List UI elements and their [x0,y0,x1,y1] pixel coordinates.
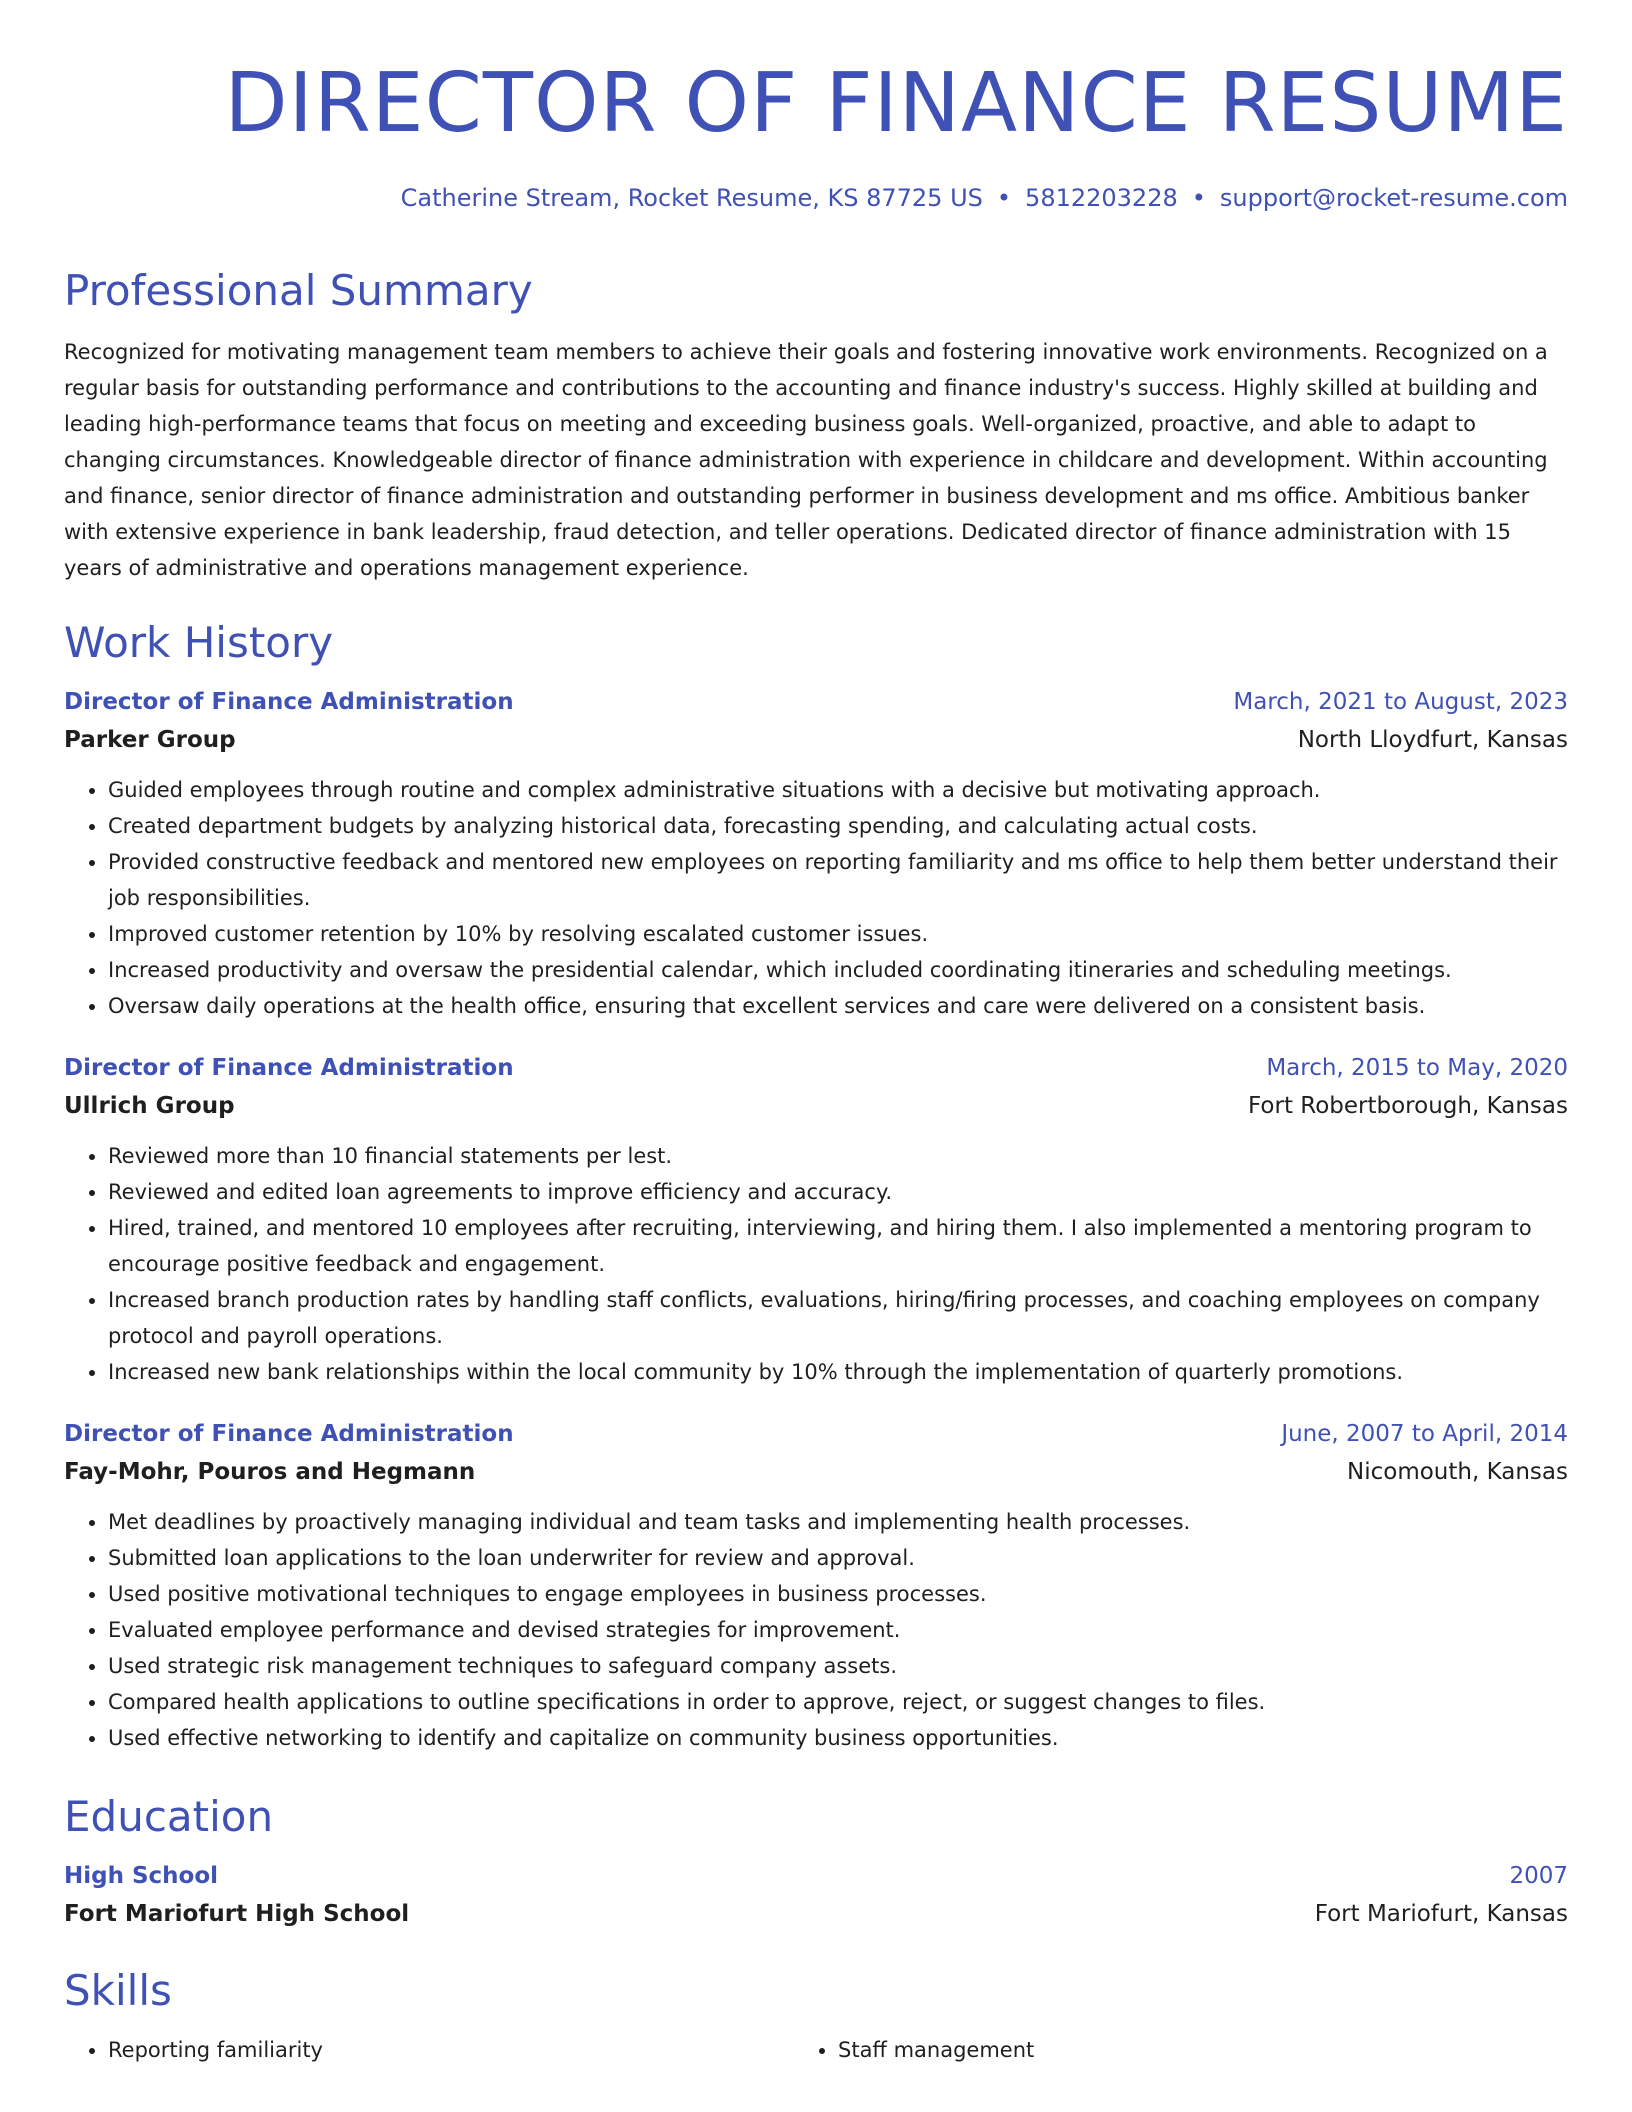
job-bullet: • Compared health applications to outline specifications in order to approve, reject, or suggest changes to files. [108,1684,1568,1720]
contact-email[interactable]: support@rocket-resume.com [1219,184,1568,212]
contact-separator: • [1191,184,1206,212]
contact-separator: • [996,184,1012,212]
job-company: Ullrich Group [64,1093,235,1119]
job-dates: June, 2007 to April, 2014 [1281,1421,1568,1447]
job-title: Director of Finance Administration [64,1421,514,1447]
education-school: Fort Mariofurt High School [64,1901,410,1927]
job-company: Parker Group [64,727,236,753]
job-dates: March, 2021 to August, 2023 [1233,689,1568,715]
job-entry [64,1416,1568,1756]
education-entry [64,1858,1568,1934]
skill-item: • Staff management [838,2032,1568,2068]
job-bullet-list [64,1504,1568,1756]
job-bullet: • Increased productivity and oversaw the presidential calendar, which included coordinating itineraries and scheduling meetings. [108,952,1568,988]
job-bullet: • Reviewed and edited loan agreements to improve efficiency and accuracy. [108,1174,1568,1210]
summary-text: Recognized for motivating management team members to achieve their goals and fostering innovative work environments. Recognized on a regular basis for outstanding performance and contributions to the accounting and finance industry's success. Highly skilled at building and leading high-performance teams that focus on meeting and exceeding business goals. Well-organized, proactive, and able to adapt to changing circumstances. Knowledgeable director of finance administration with experience in childcare and development. Within accounting and finance, senior director of finance administration and outstanding performer in business development and ms office. Ambitious banker with extensive experience in bank leadership, fraud detection, and teller operations. Dedicated director of finance administration with 15 years of administrative and operations management experience. [64,340,1548,580]
job-dates: March, 2015 to May, 2020 [1266,1055,1568,1081]
job-title: Director of Finance Administration [64,689,514,715]
section-heading-summary: Professional Summary [64,266,533,315]
section-heading-work-history: Work History [64,618,334,667]
job-bullet: • Used effective networking to identify and capitalize on community business opportunities. [108,1720,1568,1756]
job-entry [64,1050,1568,1390]
contact-phone[interactable]: 5812203228 [1025,184,1178,212]
skills-column-right [838,2032,1568,2068]
job-bullet: • Evaluated employee performance and devised strategies for improvement. [108,1612,1568,1648]
education-degree: High School [64,1863,219,1889]
job-bullet-list [64,772,1568,1024]
job-location: Fort Robertborough, Kansas [1248,1093,1568,1119]
section-heading-skills: Skills [64,1966,172,2015]
job-entry [64,684,1568,1024]
job-bullet: • Used strategic risk management techniques to safeguard company assets. [108,1648,1568,1684]
job-bullet: • Provided constructive feedback and mentored new employees on reporting familiarity and ms office to help them better understand their job responsibilities. [108,844,1568,916]
job-bullet: • Hired, trained, and mentored 10 employees after recruiting, interviewing, and hiring them. I also implemented a mentoring program to encourage positive feedback and engagement. [108,1210,1568,1282]
job-bullet: • Reviewed more than 10 financial statements per lest. [108,1138,1568,1174]
section-heading-education: Education [64,1792,274,1841]
contact-line [64,182,1568,214]
contact-address: Catherine Stream, Rocket Resume, KS 87725 US [400,184,983,212]
job-bullet: • Oversaw daily operations at the health office, ensuring that excellent services and care were delivered on a consistent basis. [108,988,1568,1024]
education-location: Fort Mariofurt, Kansas [1314,1901,1568,1927]
job-bullet: • Created department budgets by analyzing historical data, forecasting spending, and calculating actual costs. [108,808,1568,844]
skill-item: • Reporting familiarity [108,2032,838,2068]
job-bullet: • Improved customer retention by 10% by resolving escalated customer issues. [108,916,1568,952]
job-location: North Lloydfurt, Kansas [1297,727,1568,753]
skills-column-left [108,2032,838,2068]
education-year: 2007 [1509,1863,1568,1889]
job-bullet: • Guided employees through routine and complex administrative situations with a decisive but motivating approach. [108,772,1568,808]
job-company: Fay-Mohr, Pouros and Hegmann [64,1459,476,1485]
job-bullet: • Used positive motivational techniques to engage employees in business processes. [108,1576,1568,1612]
job-bullet-list [64,1138,1568,1390]
job-bullet: • Increased branch production rates by handling staff conflicts, evaluations, hiring/firing processes, and coaching employees on company protocol and payroll operations. [108,1282,1568,1354]
job-location: Nicomouth, Kansas [1347,1459,1568,1485]
job-bullet: • Met deadlines by proactively managing individual and team tasks and implementing health processes. [108,1504,1568,1540]
job-bullet: • Increased new bank relationships within the local community by 10% through the implementation of quarterly promotions. [108,1354,1568,1390]
skills-list [64,2032,1568,2068]
resume-title: DIRECTOR OF FINANCE RESUME [224,56,1568,151]
job-title: Director of Finance Administration [64,1055,514,1081]
job-bullet: • Submitted loan applications to the loan underwriter for review and approval. [108,1540,1568,1576]
